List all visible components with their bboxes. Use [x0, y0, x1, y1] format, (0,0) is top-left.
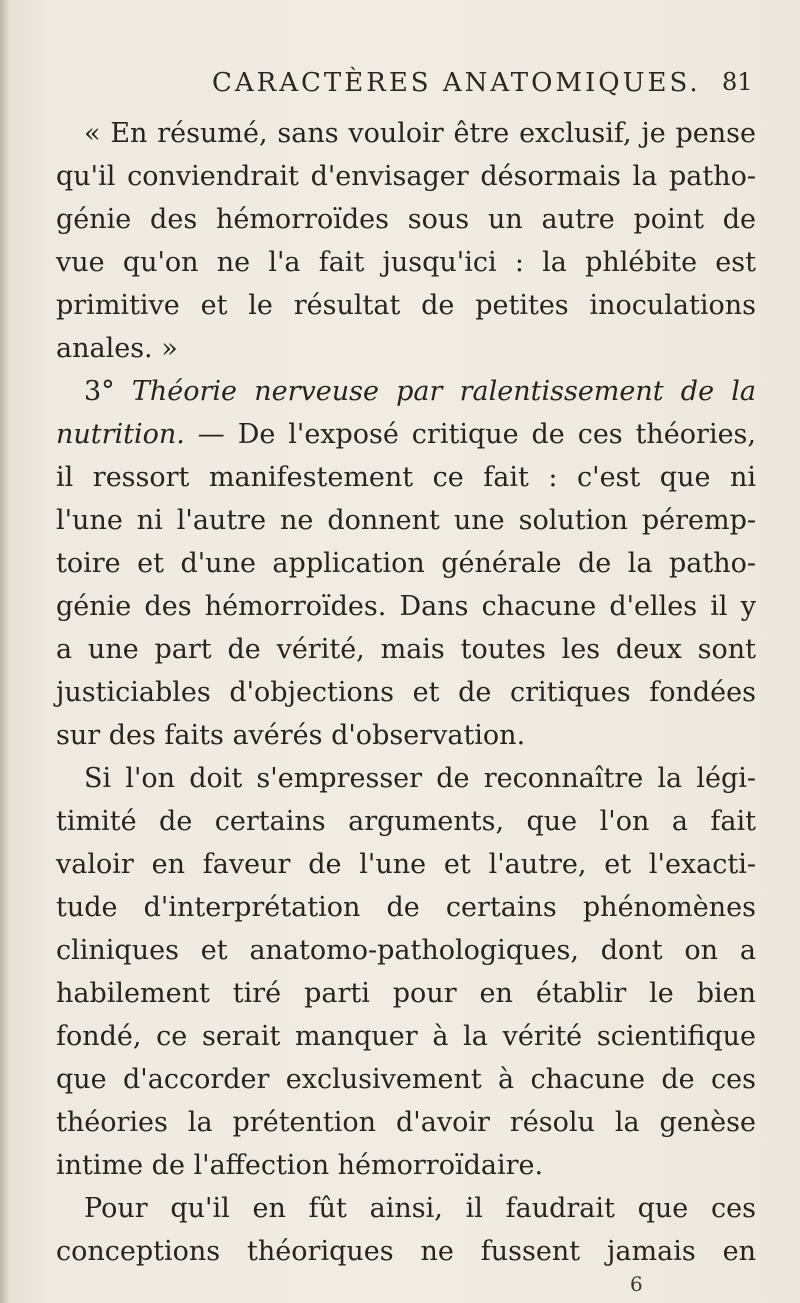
text-line: habilement tiré parti pour en établir le bien — [56, 978, 756, 1009]
text-line: valoir en faveur de l'une et l'autre, et l'exacti- — [56, 849, 756, 880]
running-title: CARACTÈRES ANATOMIQUES. — [212, 68, 701, 98]
text-line: qu'il conviendrait d'envisager désormais la patho- — [56, 161, 756, 192]
text-line: théories la prétention d'avoir résolu la genèse — [56, 1107, 756, 1138]
text-line: génie des hémorroïdes sous un autre point de — [56, 204, 756, 235]
text-line: timité de certains arguments, que l'on a fait — [56, 806, 756, 837]
text-line: Pour qu'il en fût ainsi, il faudrait que ces — [84, 1193, 756, 1224]
text-line: que d'accorder exclusivement à chacune de ces — [56, 1064, 756, 1095]
text-line: Si l'on doit s'empresser de reconnaître la légi- — [84, 763, 756, 794]
text-continuation: — De l'exposé critique de ces théories, — [184, 419, 756, 450]
text-line: anales. » — [56, 333, 178, 364]
section-heading-line — [56, 370, 756, 414]
text-line: génie des hémorroïdes. Dans chacune d'elles il y — [56, 591, 756, 622]
page-number: 81 — [722, 68, 753, 96]
section-title-italic-end: nutrition. — [56, 419, 185, 450]
text-line: primitive et le résultat de petites inoculations — [56, 290, 756, 321]
text-line: l'une ni l'autre ne donnent une solution péremp- — [56, 505, 756, 536]
text-line — [56, 413, 756, 457]
text-line: vue qu'on ne l'a fait jusqu'ici : la phlébite est — [56, 247, 756, 278]
text-line: justiciables d'objections et de critiques fondées — [56, 677, 756, 708]
section-title-italic: Théorie nerveuse par ralentissement de la — [131, 376, 756, 407]
text-line: conceptions théoriques ne fussent jamais en — [56, 1236, 756, 1267]
text-line: « En résumé, sans vouloir être exclusif, je pense — [84, 118, 756, 149]
text-line: il ressort manifestement ce fait : c'est que ni — [56, 462, 756, 493]
text-line: a une part de vérité, mais toutes les deux sont — [56, 634, 756, 665]
section-number: 3° — [84, 376, 132, 407]
running-head — [0, 68, 800, 108]
signature-mark: 6 — [630, 1272, 643, 1296]
text-line: toire et d'une application générale de la patho- — [56, 548, 756, 579]
text-line: intime de l'affection hémorroïdaire. — [56, 1150, 544, 1181]
text-line: fondé, ce serait manquer à la vérité scientifique — [56, 1021, 756, 1052]
text-line: sur des faits avérés d'observation. — [56, 720, 526, 751]
page-binding-edge — [0, 0, 10, 1303]
text-line: cliniques et anatomo-pathologiques, dont on a — [56, 935, 756, 966]
text-line: tude d'interprétation de certains phénomènes — [56, 892, 756, 923]
